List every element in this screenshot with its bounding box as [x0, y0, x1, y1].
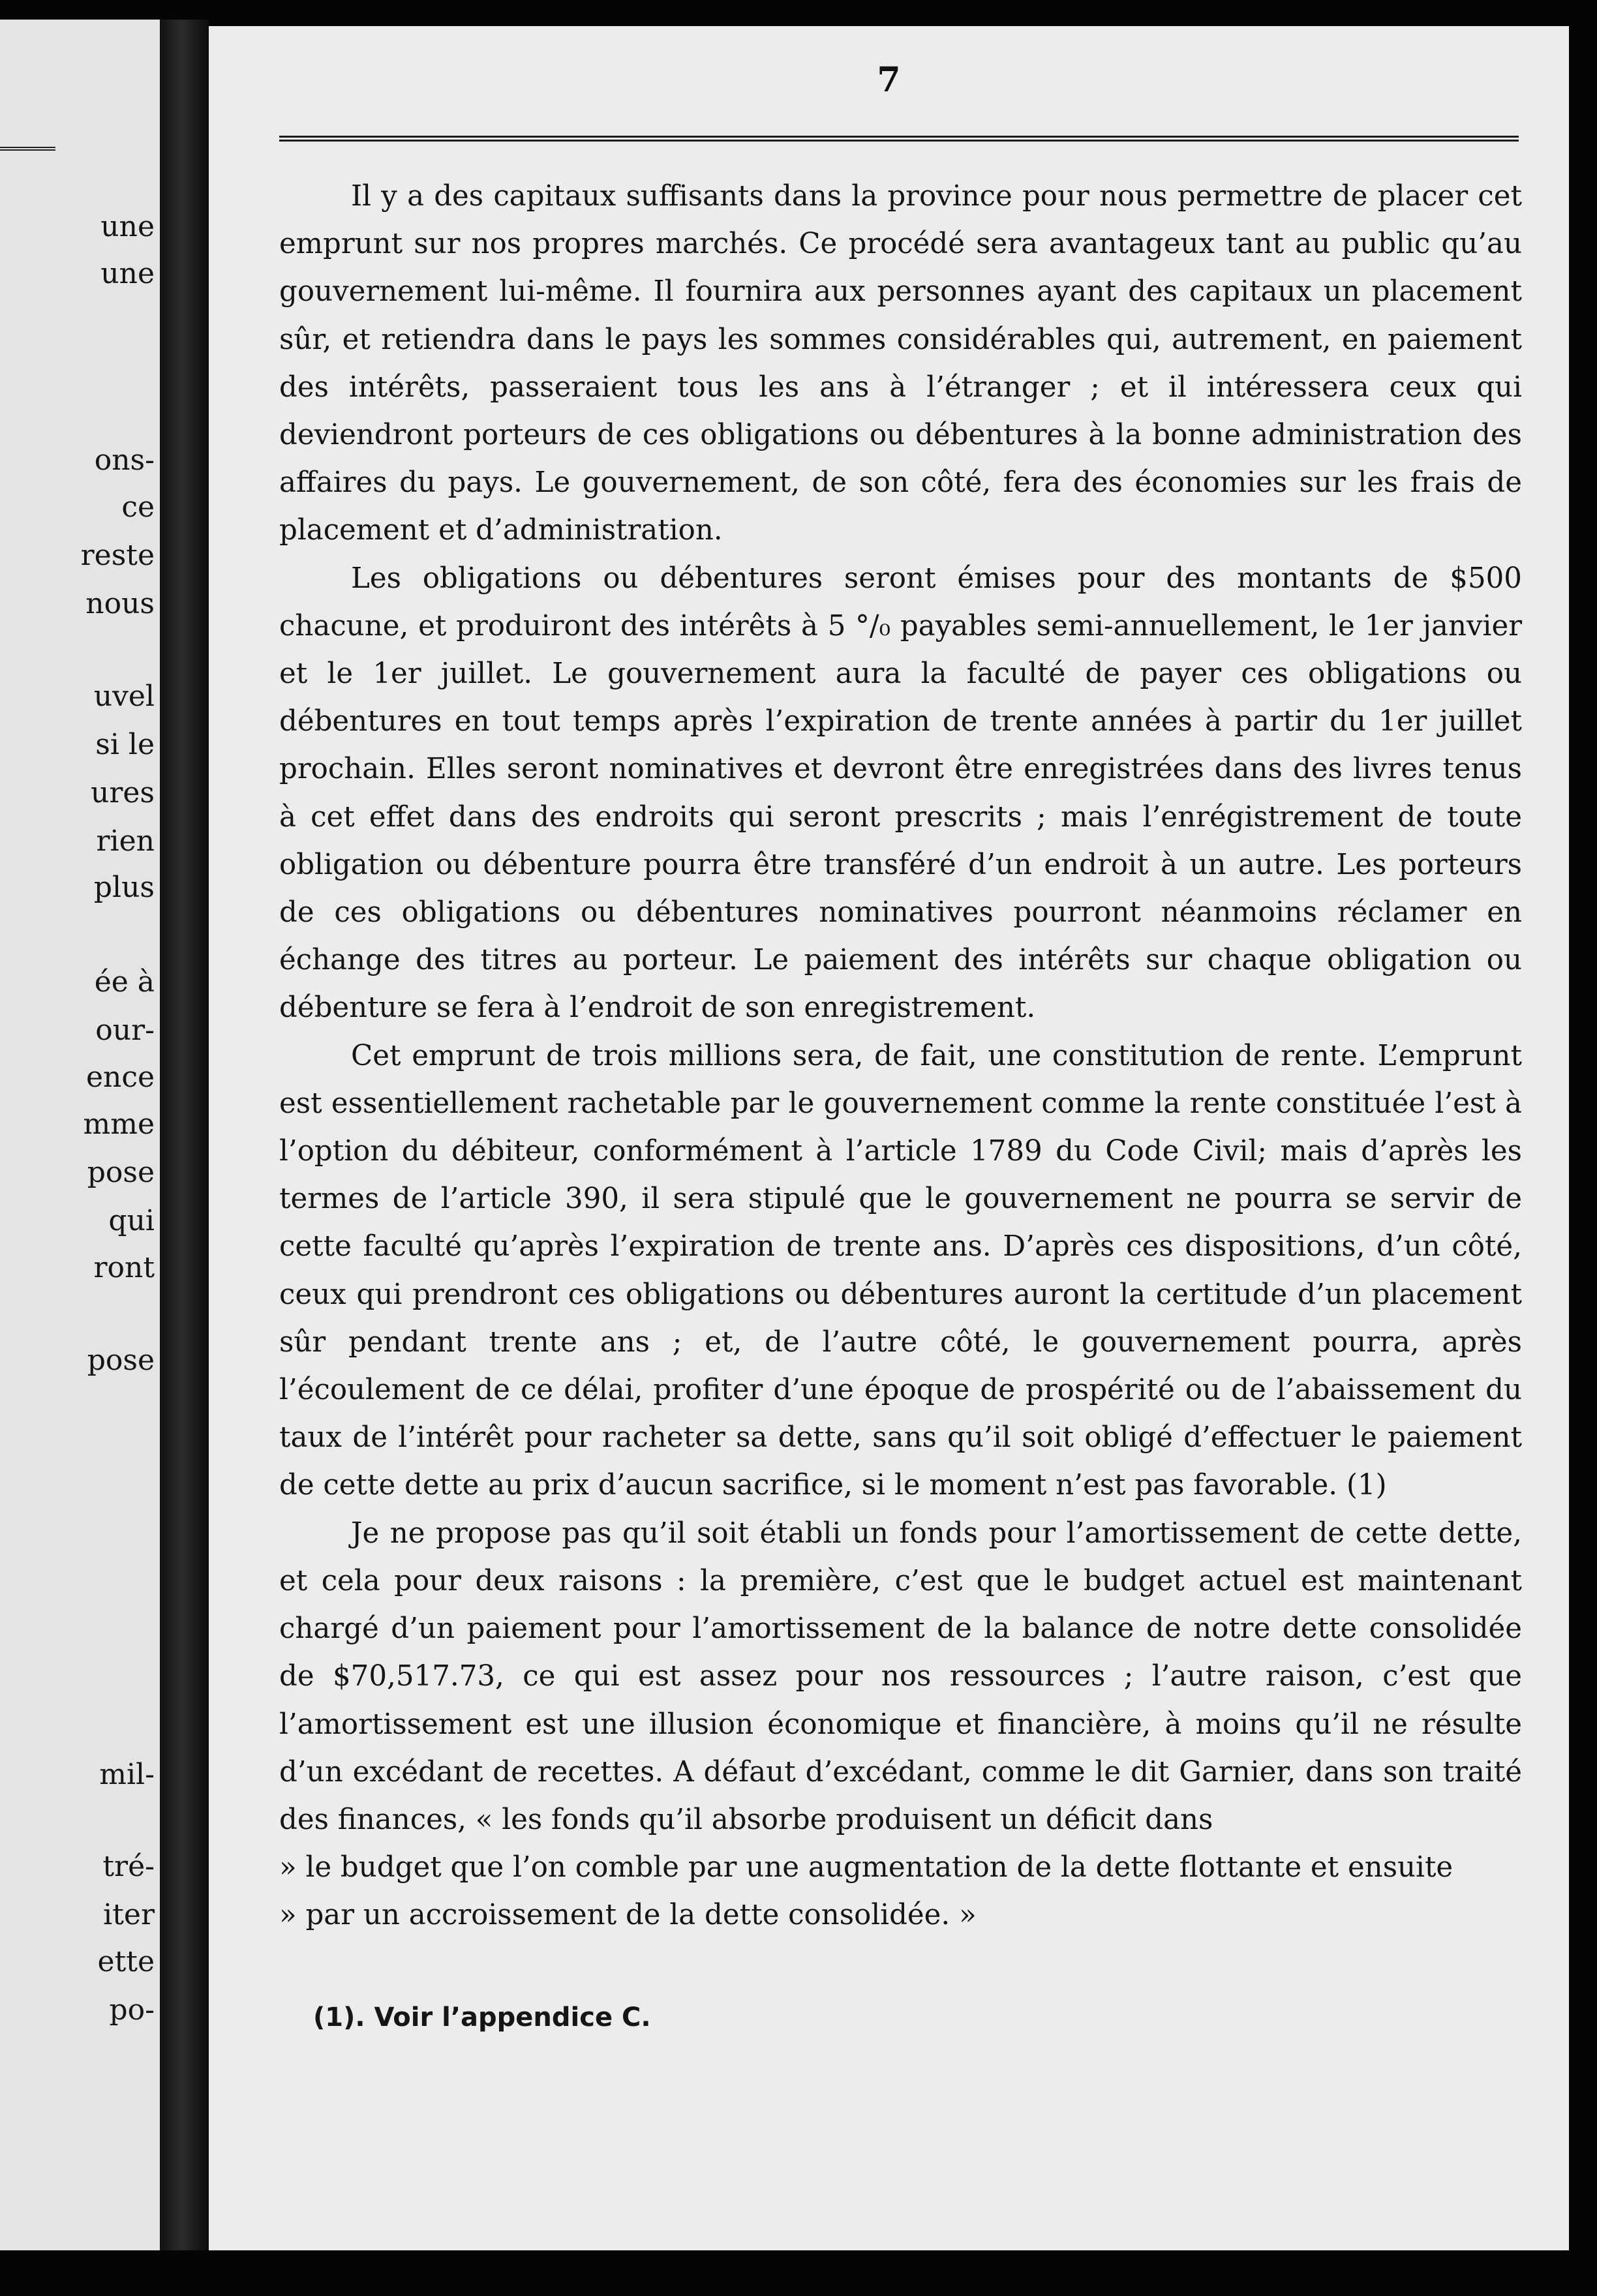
- body-text: [279, 173, 1522, 1940]
- left-line-fragment: uvel: [93, 680, 155, 713]
- left-line-fragment: our-: [95, 1014, 155, 1047]
- header-rule: [279, 136, 1519, 142]
- paragraph: Cet emprunt de trois millions sera, de fait, une constitution de rente. L’emprunt est essentiellement rachetable par le gouvernement comme la rente constituée l’est à l’option du débiteur, conformément à l’article 1789 du Code Civil; mais d’après les termes de l’article 390, il sera stipulé que le gouvernement ne pourra se servir de cette faculté qu’après l’expiration de trente ans. D’après ces dispositions, d’un côté, ceux qui prendront ces obligations ou débentures auront la certitude d’un placement sûr pendant trente ans ; et, de l’autre côté, le gouvernement pourra, après l’écoulement de ce délai, profiter d’une époque de prospérité ou de l’abaissement du taux de l’intérêt pour racheter sa dette, sans qu’il soit obligé d’effectuer le paiement de cette dette au prix d’aucun sacrifice, si le moment n’est pas favorable. (1): [279, 1039, 1522, 1502]
- left-line-fragment: une: [100, 210, 155, 243]
- left-page-fragment: [0, 20, 160, 2250]
- left-line-fragment: reste: [80, 539, 155, 572]
- paragraph: Les obligations ou débentures seront émises pour des montants de $500 chacune, et produiront des intérêts à 5 °/₀ payables semi-annuellement, le 1er janvier et le 1er juillet. Le gouvernement aura la faculté de payer ces obligations ou débentures en tout temps après l’expiration de trente années à partir du 1er juillet prochain. Elles seront nominatives et devront être enregistrées dans des livres tenus à cet effet dans des endroits qui seront prescrits ; mais l’enrégistrement de toute obligation ou débenture pourra être transféré d’un endroit à un autre. Les porteurs de ces obligations ou débentures nominatives pourront néanmoins réclamer en échange des titres au porteur. Le paiement des intérêts sur chaque obligation ou débenture se fera à l’endroit de son enregistrement.: [279, 562, 1522, 1025]
- left-line-fragment: plus: [93, 871, 155, 904]
- left-line-fragment: po-: [109, 1993, 155, 2027]
- left-line-fragment: pose: [87, 1156, 155, 1189]
- left-line-fragment: ront: [93, 1251, 155, 1284]
- left-line-fragment: pose: [87, 1344, 155, 1377]
- left-line-fragment: iter: [103, 1898, 155, 1931]
- left-line-fragment: une: [100, 257, 155, 290]
- footnote: (1). Voir l’appendice C.: [313, 2002, 651, 2032]
- left-line-fragment: ée à: [94, 965, 155, 999]
- book-binding-gutter: [160, 20, 209, 2250]
- quote-line: » par un accroissement de la dette consolidée. »: [279, 1899, 977, 1932]
- paragraph: Je ne propose pas qu’il soit établi un fonds pour l’amortissement de cette dette, et cela pour deux raisons : la première, c’est que le budget actuel est maintenant chargé d’un paiement pour l’amortissement de la balance de notre dette consolidée de $70,517.73, ce qui est assez pour nos ressources ; l’autre raison, c’est que l’amortissement est une illusion économique et financière, à moins qu’il ne résulte d’un excédant de recettes. A défaut d’excédant, comme le dit Garnier, dans son traité des finances, « les fonds qu’il absorbe produisent un déficit dans: [279, 1517, 1522, 1836]
- left-line-fragment: ence: [85, 1061, 155, 1094]
- left-line-fragment: ures: [91, 776, 155, 809]
- left-page-rule: [0, 147, 55, 151]
- left-line-fragment: ce: [121, 491, 155, 524]
- left-line-fragment: mme: [83, 1108, 155, 1141]
- page-number: 7: [877, 60, 901, 100]
- left-line-fragment: ette: [97, 1945, 155, 1978]
- main-page: [209, 26, 1569, 2250]
- left-line-fragment: tré-: [102, 1850, 155, 1883]
- left-line-fragment: mil-: [99, 1758, 155, 1791]
- quote-line: » le budget que l’on comble par une augmentation de la dette flottante et ensuite: [279, 1851, 1453, 1884]
- paragraph: Il y a des capitaux suffisants dans la province pour nous permettre de placer cet emprunt sur nos propres marchés. Ce procédé sera avantageux tant au public qu’au gouvernement lui-même. Il fournira aux personnes ayant des capitaux un placement sûr, et retiendra dans le pays les sommes considérables qui, autrement, en paiement des intérêts, passeraient tous les ans à l’étranger ; et il intéressera ceux qui deviendront porteurs de ces obligations ou débentures à la bonne administration des affaires du pays. Le gouvernement, de son côté, fera des économies sur les frais de placement et d’administration.: [279, 180, 1522, 547]
- left-line-fragment: nous: [85, 587, 155, 620]
- left-line-fragment: ons-: [94, 444, 155, 477]
- left-line-fragment: qui: [108, 1204, 155, 1237]
- left-line-fragment: rien: [96, 824, 155, 858]
- left-line-fragment: si le: [95, 728, 155, 761]
